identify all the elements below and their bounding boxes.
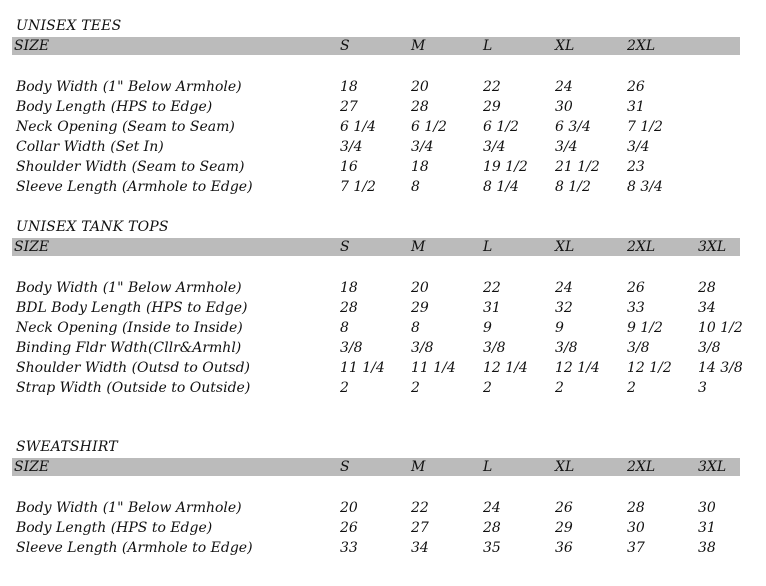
cell-value: 26: [627, 280, 645, 296]
cell-value: 24: [555, 280, 573, 296]
cell-value: 30: [555, 99, 573, 115]
header-cell: S: [340, 459, 350, 475]
table-row: [0, 378, 766, 398]
header-cell: L: [483, 38, 493, 54]
cell-value: 3/4: [483, 139, 506, 155]
cell-value: 3/4: [411, 139, 434, 155]
cell-value: 3/4: [627, 139, 650, 155]
cell-value: 8 1/2: [555, 179, 591, 195]
cell-value: 3/8: [627, 340, 650, 356]
cell-value: 12 1/4: [483, 360, 528, 376]
header-cell: 2XL: [627, 38, 656, 54]
header-cell: L: [483, 459, 493, 475]
row-label: Strap Width (Outside to Outside): [16, 380, 251, 396]
table-row: [0, 358, 766, 378]
cell-value: 36: [555, 540, 573, 556]
table-row: [0, 518, 766, 538]
table-header: [12, 37, 740, 55]
cell-value: 8 1/4: [483, 179, 519, 195]
cell-value: 14 3/8: [698, 360, 743, 376]
header-size: SIZE: [14, 459, 50, 475]
cell-value: 8: [411, 179, 420, 195]
section-title: UNISEX TANK TOPS: [16, 219, 169, 235]
header-cell: S: [340, 38, 350, 54]
cell-value: 31: [698, 520, 716, 536]
section-title: UNISEX TEES: [16, 18, 122, 34]
row-label: Body Width (1" Below Armhole): [16, 280, 242, 296]
cell-value: 2: [483, 380, 492, 396]
cell-value: 20: [411, 280, 429, 296]
cell-value: 27: [411, 520, 429, 536]
table-row: [0, 338, 766, 358]
header-cell: M: [411, 459, 426, 475]
cell-value: 2: [411, 380, 420, 396]
cell-value: 28: [340, 300, 358, 316]
cell-value: 12 1/2: [627, 360, 672, 376]
cell-value: 6 1/2: [483, 119, 519, 135]
cell-value: 20: [411, 79, 429, 95]
cell-value: 16: [340, 159, 358, 175]
cell-value: 33: [627, 300, 645, 316]
cell-value: 6 3/4: [555, 119, 591, 135]
cell-value: 12 1/4: [555, 360, 600, 376]
cell-value: 23: [627, 159, 645, 175]
header-cell: 2XL: [627, 239, 656, 255]
table-row: [0, 97, 766, 117]
cell-value: 3/8: [483, 340, 506, 356]
cell-value: 6 1/4: [340, 119, 376, 135]
cell-value: 18: [340, 280, 358, 296]
cell-value: 3/8: [411, 340, 434, 356]
cell-value: 22: [411, 500, 429, 516]
header-size: SIZE: [14, 38, 50, 54]
header-cell: XL: [555, 459, 575, 475]
header-cell: 3XL: [698, 459, 727, 475]
cell-value: 24: [555, 79, 573, 95]
cell-value: 7 1/2: [340, 179, 376, 195]
row-label: Binding Fldr Wdth(Cllr&Armhl): [16, 340, 242, 356]
cell-value: 18: [411, 159, 429, 175]
cell-value: 8: [411, 320, 420, 336]
cell-value: 21 1/2: [555, 159, 600, 175]
row-label: Collar Width (Set In): [16, 139, 164, 155]
cell-value: 8 3/4: [627, 179, 663, 195]
table-row: [0, 278, 766, 298]
cell-value: 34: [698, 300, 716, 316]
cell-value: 29: [411, 300, 429, 316]
cell-value: 31: [627, 99, 645, 115]
row-label: Neck Opening (Inside to Inside): [16, 320, 243, 336]
table-row: [0, 298, 766, 318]
header-cell: XL: [555, 239, 575, 255]
cell-value: 22: [483, 280, 501, 296]
cell-value: 30: [627, 520, 645, 536]
cell-value: 34: [411, 540, 429, 556]
cell-value: 28: [411, 99, 429, 115]
cell-value: 18: [340, 79, 358, 95]
cell-value: 26: [555, 500, 573, 516]
cell-value: 10 1/2: [698, 320, 743, 336]
cell-value: 32: [555, 300, 573, 316]
section-title: SWEATSHIRT: [16, 439, 118, 455]
table-row: [0, 157, 766, 177]
table-header: [12, 238, 740, 256]
cell-value: 3/8: [340, 340, 363, 356]
table-row: [0, 498, 766, 518]
cell-value: 28: [627, 500, 645, 516]
row-label: Sleeve Length (Armhole to Edge): [16, 540, 253, 556]
cell-value: 9: [555, 320, 564, 336]
cell-value: 28: [698, 280, 716, 296]
table-row: [0, 538, 766, 558]
cell-value: 2: [555, 380, 564, 396]
header-cell: 3XL: [698, 239, 727, 255]
table-row: [0, 137, 766, 157]
cell-value: 2: [627, 380, 636, 396]
table-row: [0, 177, 766, 197]
cell-value: 20: [340, 500, 358, 516]
row-label: BDL Body Length (HPS to Edge): [16, 300, 248, 316]
cell-value: 26: [340, 520, 358, 536]
header-cell: M: [411, 239, 426, 255]
row-label: Shoulder Width (Outsd to Outsd): [16, 360, 251, 376]
row-label: Body Width (1" Below Armhole): [16, 79, 242, 95]
cell-value: 29: [555, 520, 573, 536]
cell-value: 28: [483, 520, 501, 536]
cell-value: 35: [483, 540, 501, 556]
cell-value: 8: [340, 320, 349, 336]
cell-value: 2: [340, 380, 349, 396]
header-cell: 2XL: [627, 459, 656, 475]
row-label: Neck Opening (Seam to Seam): [16, 119, 235, 135]
table-row: [0, 117, 766, 137]
cell-value: 11 1/4: [340, 360, 385, 376]
header-cell: S: [340, 239, 350, 255]
row-label: Body Width (1" Below Armhole): [16, 500, 242, 516]
cell-value: 27: [340, 99, 358, 115]
row-label: Sleeve Length (Armhole to Edge): [16, 179, 253, 195]
cell-value: 3/4: [555, 139, 578, 155]
header-cell: XL: [555, 38, 575, 54]
cell-value: 3/4: [340, 139, 363, 155]
header-cell: L: [483, 239, 493, 255]
cell-value: 26: [627, 79, 645, 95]
cell-value: 3/8: [555, 340, 578, 356]
table-row: [0, 77, 766, 97]
cell-value: 3/8: [698, 340, 721, 356]
cell-value: 22: [483, 79, 501, 95]
table-row: [0, 318, 766, 338]
header-cell: M: [411, 38, 426, 54]
cell-value: 7 1/2: [627, 119, 663, 135]
cell-value: 11 1/4: [411, 360, 456, 376]
cell-value: 19 1/2: [483, 159, 528, 175]
row-label: Shoulder Width (Seam to Seam): [16, 159, 245, 175]
cell-value: 29: [483, 99, 501, 115]
cell-value: 31: [483, 300, 501, 316]
cell-value: 33: [340, 540, 358, 556]
cell-value: 3: [698, 380, 707, 396]
row-label: Body Length (HPS to Edge): [16, 520, 213, 536]
cell-value: 9 1/2: [627, 320, 663, 336]
cell-value: 6 1/2: [411, 119, 447, 135]
row-label: Body Length (HPS to Edge): [16, 99, 213, 115]
cell-value: 9: [483, 320, 492, 336]
cell-value: 30: [698, 500, 716, 516]
cell-value: 37: [627, 540, 645, 556]
cell-value: 24: [483, 500, 501, 516]
header-size: SIZE: [14, 239, 50, 255]
table-header: [12, 458, 740, 476]
cell-value: 38: [698, 540, 716, 556]
